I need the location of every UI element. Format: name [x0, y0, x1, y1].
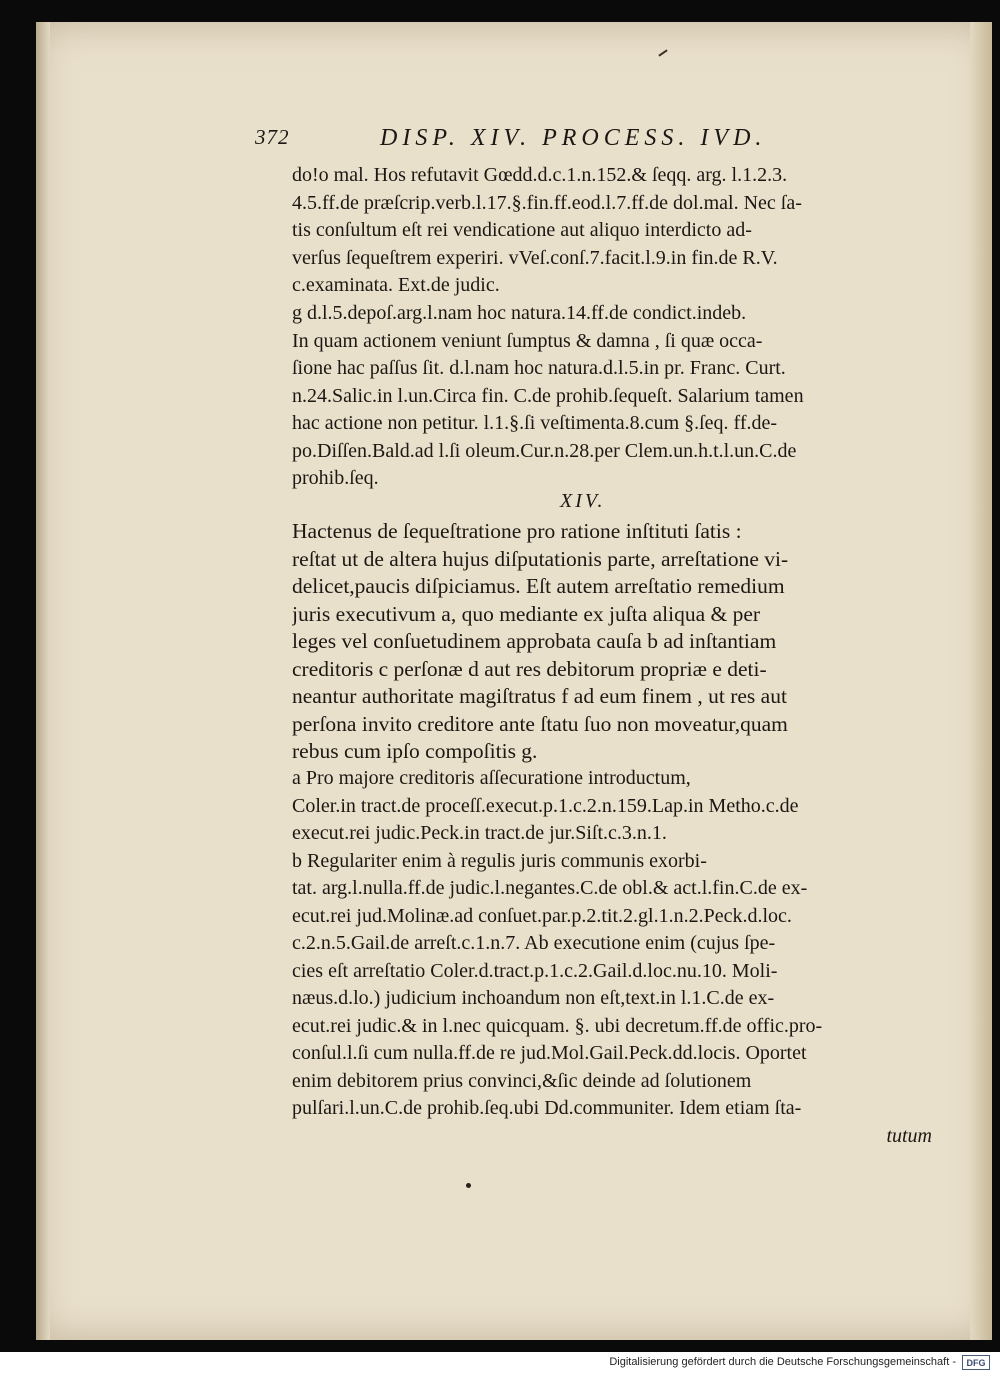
- page-number: 372: [255, 125, 290, 149]
- text-line: cies eſt arreſtatio Coler.d.tract.p.1.c.2.Gail.d.loc.nu.10. Moli-: [292, 959, 778, 982]
- digitization-credit: Digitalisierung gefördert durch die Deutsche Forschungsgemeinschaft -: [609, 1356, 956, 1368]
- page-edge: [970, 22, 992, 1340]
- catchword: tutum: [886, 1124, 932, 1147]
- text-line: do!o mal. Hos refutavit Gœdd.d.c.1.n.152.& ſeqq. arg. l.1.2.3.: [292, 164, 788, 186]
- text-line: verſus ſequeſtrem experiri. vVeſ.conſ.7.facit.l.9.in fin.de R.V.: [292, 246, 778, 269]
- text-line: ecut.rei judic.& in l.nec quicquam. §. ubi decretum.ff.de offic.pro-: [292, 1014, 823, 1037]
- text-line: c.examinata. Ext.de judic.: [292, 274, 500, 296]
- text-line: perſona invito creditore ante ſtatu ſuo non moveatur,quam: [292, 711, 788, 736]
- text-line: Coler.in tract.de proceſſ.execut.p.1.c.2.n.159.Lap.in Metho.c.de: [292, 794, 799, 817]
- text-line: pulſari.l.un.C.de prohib.ſeq.ubi Dd.communiter. Idem etiam ſta-: [292, 1097, 802, 1119]
- text-line: Hactenus de ſequeſtratione pro ratione inſtituti ſatis :: [292, 519, 742, 543]
- text-line: execut.rei judic.Peck.in tract.de jur.Siſt.c.3.n.1.: [292, 822, 667, 844]
- text-line: ſione hac paſſus ſit. d.l.nam hoc natura.d.l.5.in pr. Franc. Curt.: [292, 357, 786, 379]
- text-line: a Pro majore creditoris aſſecuratione introductum,: [292, 767, 691, 789]
- text-line: næus.d.lo.) judicium inchoandum non eſt,text.in l.1.C.de ex-: [292, 987, 775, 1009]
- section-number: XIV.: [560, 490, 606, 512]
- footnote-block-g: [292, 300, 932, 493]
- text-line: enim debitorem prius convinci,&ſic deinde ad ſolutionem: [292, 1069, 752, 1092]
- text-line: delicet,paucis diſpiciamus. Eſt autem arreſtatio remedium: [292, 574, 785, 598]
- running-title: DISP. XIV. PROCESS. IVD.: [380, 125, 767, 151]
- text-line: 4.5.ff.de præſcrip.verb.l.17.§.fin.ff.eod.l.7.ff.de dol.mal. Nec ſa-: [292, 191, 802, 214]
- text-line: n.24.Salic.in l.un.Circa fin. C.de prohib.ſequeſt. Salarium tamen: [292, 384, 804, 407]
- text-line: prohib.ſeq.: [292, 467, 379, 489]
- text-line: tis conſultum eſt rei vendicatione aut aliquo interdicto ad-: [292, 219, 752, 241]
- text-line: hac actione non petitur. l.1.§.ſi veſtimenta.8.cum §.ſeq. ff.de-: [292, 412, 778, 434]
- text-line: leges vel conſuetudinem approbata cauſa b ad inſtantiam: [292, 629, 777, 653]
- text-line: tat. arg.l.nulla.ff.de judic.l.negantes.C.de obl.& act.l.fin.C.de ex-: [292, 877, 808, 899]
- text-line: ecut.rei jud.Molinæ.ad conſuet.par.p.2.tit.2.gl.1.n.2.Peck.d.loc.: [292, 904, 792, 927]
- text-line: juris executivum a, quo mediante ex juſta aliqua & per: [292, 601, 761, 626]
- footnote-block-f: [292, 162, 932, 300]
- ink-dot: [466, 1183, 471, 1188]
- text-line: po.Diſſen.Bald.ad l.ſi oleum.Cur.n.28.per Clem.un.h.t.l.un.C.de: [292, 439, 797, 462]
- dfg-logo: DFG: [962, 1355, 990, 1370]
- text-line: In quam actionem veniunt ſumptus & damna , ſi quæ occa-: [292, 329, 763, 352]
- text-line: b Regulariter enim à regulis juris communis exorbi-: [292, 849, 707, 872]
- main-paragraph: [292, 518, 932, 766]
- text-line: creditoris c perſonæ d aut res debitorum propriæ e deti-: [292, 656, 767, 681]
- text-line: reſtat ut de altera hujus diſputationis parte, arreſtatione vi-: [292, 546, 789, 571]
- text-line: c.2.n.5.Gail.de arreſt.c.1.n.7. Ab executione enim (cujus ſpe-: [292, 932, 776, 954]
- text-line: conſul.l.ſi cum nulla.ff.de re jud.Mol.Gail.Peck.dd.locis. Oportet: [292, 1042, 807, 1064]
- page-gutter-shadow: [36, 22, 50, 1340]
- text-line: rebus cum ipſo compoſitis g.: [292, 739, 538, 763]
- text-line: neantur authoritate magiſtratus f ad eum finem , ut res aut: [292, 684, 787, 708]
- text-line: g d.l.5.depoſ.arg.l.nam hoc natura.14.ff.de condict.indeb.: [292, 302, 747, 324]
- footnotes-a-b: [292, 765, 932, 1150]
